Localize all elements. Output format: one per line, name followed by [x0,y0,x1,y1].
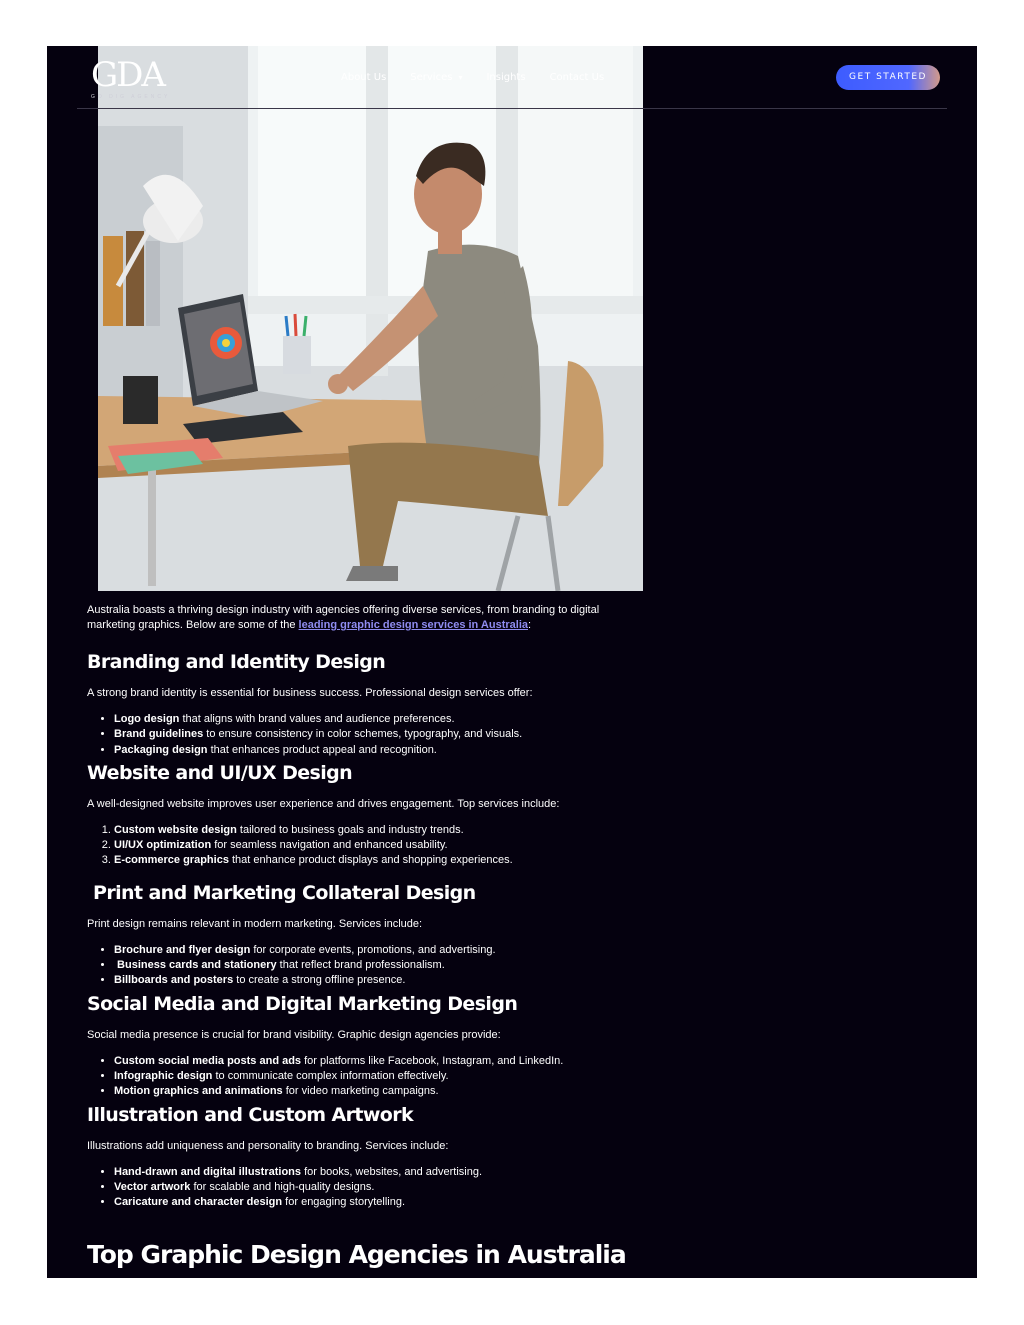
section-illustration [87,1102,647,1211]
item-text: for platforms like Facebook, Instagram, and LinkedIn. [301,1054,564,1067]
section-title: Illustration and Custom Artwork [87,1103,414,1126]
item-text: that enhances product appeal and recognition. [207,743,437,756]
item-text: for books, websites, and advertising. [301,1165,482,1178]
page [47,46,977,1278]
section-desc: Illustrations add uniqueness and personality to branding. Services include: [87,1139,449,1152]
item-text: that enhance product displays and shopping experiences. [228,854,513,867]
item-bold: UI/UX optimization [114,839,212,852]
section-desc: A well-designed website improves user experience and drives engagement. Top services include: [87,797,560,810]
item-text: for seamless navigation and enhanced usability. [211,839,448,852]
nav-services-label: Services [410,72,453,83]
item-bold: Custom social media posts and ads [114,1054,302,1067]
section-title: Website and UI/UX Design [87,761,353,784]
item-bold: Brand guidelines [114,728,204,741]
section-desc: Print design remains relevant in modern marketing. Services include: [87,917,423,930]
item-bold: Hand-drawn and digital illustrations [114,1165,302,1178]
section-branding [87,649,647,758]
logo-mark [91,56,181,92]
section-title: Print and Marketing Collateral Design [87,881,476,904]
item-bold: Infographic design [114,1069,213,1082]
item-bold: Logo design [114,713,180,725]
section-desc: A strong brand identity is essential for business success. Professional design services offer: [87,687,533,699]
item-text: to ensure consistency in color schemes, typography, and visuals. [203,728,523,741]
section-list [87,1165,647,1211]
item-bold: Billboards and posters [114,974,234,987]
item-text: that aligns with brand values and audience preferences. [179,713,455,725]
list-item [114,1165,647,1180]
agencies-heading: Top Graphic Design Agencies in Australia [87,1240,626,1269]
nav-about-us[interactable]: About Us [341,72,387,83]
intro-text-end: : [528,619,532,631]
nav-insights[interactable]: Insights [486,72,526,83]
nav-services[interactable] [410,72,462,83]
item-bold: Business cards and stationery [114,959,277,972]
item-bold: Caricature and character design [114,1196,283,1209]
header-divider [77,108,947,109]
item-bold: Vector artwork [114,1180,191,1193]
intro-text: Australia boasts a thriving design industry with agencies offering diverse services, from branding to digital marketing graphics. Below are some of the [87,604,600,631]
section-title: Branding and Identity Design [87,651,386,673]
main-nav [341,72,628,83]
list-item [114,943,647,958]
list-item [114,1180,647,1195]
logo-tagline: GO DIG AGENCY [91,94,171,100]
list-item [114,727,647,742]
list-item [114,712,647,727]
section-title: Social Media and Digital Marketing Design [87,992,518,1015]
list-item [114,838,647,853]
item-text: tailored to business goals and industry trends. [236,823,464,836]
section-list [87,1054,647,1100]
list-item [114,1069,647,1084]
services-link[interactable]: leading graphic design services in Australia [298,619,528,631]
item-text: that reflect brand professionalism. [276,959,445,972]
section-social [87,991,647,1100]
list-item [114,1084,647,1099]
item-text: to create a strong offline presence. [233,974,406,987]
section-list [87,943,647,989]
section-list [87,712,647,758]
list-item [114,1054,647,1069]
chevron-down-icon: ▾ [458,73,463,82]
list-item [114,743,647,758]
item-text: for corporate events, promotions, and advertising. [250,943,496,956]
hero-illustration [98,46,643,591]
item-text: for engaging storytelling. [282,1196,406,1209]
section-print [87,880,647,989]
nav-contact-us[interactable]: Contact Us [549,72,605,83]
logo-text: GDA [91,56,164,92]
site-header [47,46,977,108]
intro-paragraph [87,603,647,633]
site-logo[interactable] [91,56,181,102]
item-text: for video marketing campaigns. [282,1085,439,1098]
section-list [87,823,647,869]
get-started-button[interactable]: GET STARTED [836,65,940,90]
list-item [114,958,647,973]
list-item [114,823,647,838]
list-item [114,1195,647,1210]
section-desc: Social media presence is crucial for brand visibility. Graphic design agencies provide: [87,1028,501,1041]
item-bold: Brochure and flyer design [114,943,251,956]
item-bold: Packaging design [114,743,208,756]
item-bold: E-commerce graphics [114,854,229,867]
item-bold: Custom website design [114,823,237,836]
article-content [87,603,647,1210]
list-item [114,853,647,868]
item-text: to communicate complex information effectively. [212,1069,449,1082]
hero-image [98,46,643,591]
item-bold: Motion graphics and animations [114,1085,283,1098]
item-text: for scalable and high-quality designs. [190,1180,375,1193]
list-item [114,973,647,988]
section-website [87,760,647,869]
